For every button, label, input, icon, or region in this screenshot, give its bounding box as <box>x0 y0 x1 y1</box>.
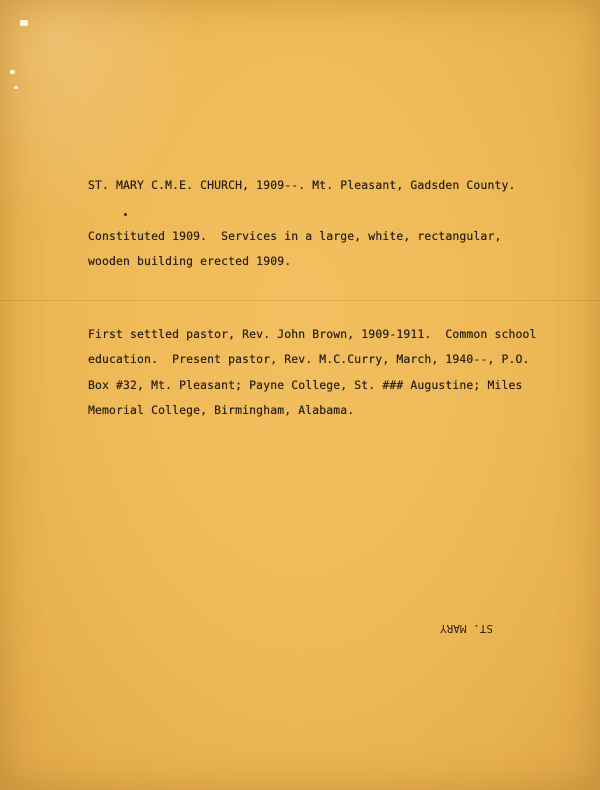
paper-wear-mark <box>20 20 28 26</box>
paragraph-1-line-1: Constituted 1909. Services in a large, white, rectangular, <box>88 229 502 243</box>
inverted-file-label: ST. MARY <box>440 622 493 635</box>
paper-fold-line <box>0 300 600 301</box>
ink-dot <box>124 213 127 216</box>
paragraph-2-line-1: First settled pastor, Rev. John Brown, 1909-1911. Common school <box>88 327 537 341</box>
paragraph-2-line-4: Memorial College, Birmingham, Alabama. <box>88 403 355 417</box>
paragraph-2-line-2: education. Present pastor, Rev. M.C.Curry, March, 1940--, P.O. <box>88 352 530 366</box>
document-heading: ST. MARY C.M.E. CHURCH, 1909--. Mt. Pleasant, Gadsden County. <box>88 178 516 192</box>
paragraph-1-line-2: wooden building erected 1909. <box>88 254 292 268</box>
paper-wear-mark <box>10 70 15 74</box>
paper-wear-mark <box>14 86 18 89</box>
paragraph-2-line-3: Box #32, Mt. Pleasant; Payne College, St. ### Augustine; Miles <box>88 378 523 392</box>
